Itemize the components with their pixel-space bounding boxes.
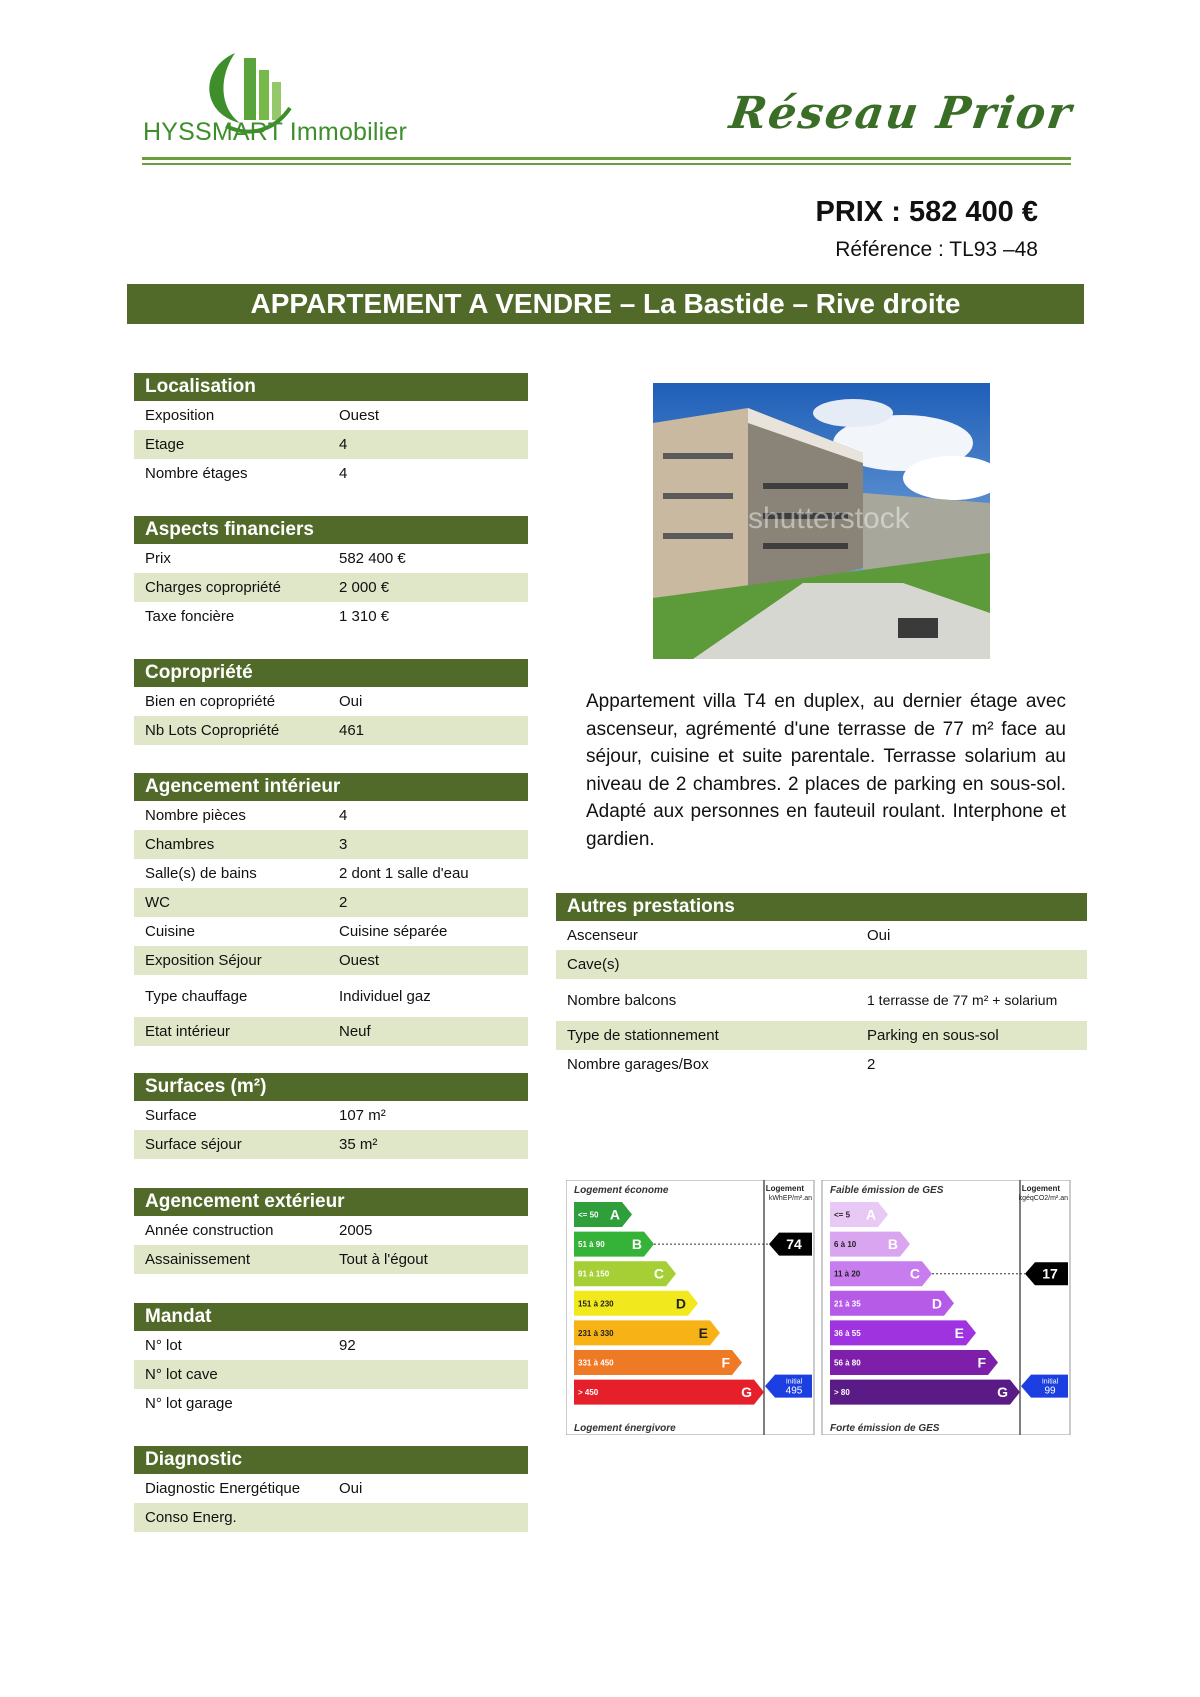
section-surfaces [134, 1073, 528, 1159]
section-agencement-exterieur [134, 1188, 528, 1274]
row-value: 3 [339, 836, 348, 853]
reference: Référence : TL93 –48 [835, 238, 1038, 261]
section-mandat [134, 1303, 528, 1418]
table-row [556, 1021, 1087, 1050]
row-value: 2005 [339, 1222, 373, 1239]
row-label: Cave(s) [567, 956, 620, 973]
class-letter: E [698, 1324, 708, 1341]
agency-name: HYSSMART Immobilier [143, 118, 408, 146]
table-row [134, 801, 528, 830]
energy-unit-title: Logement [765, 1184, 804, 1193]
energy-value: 74 [786, 1236, 802, 1253]
row-label: Taxe foncière [145, 608, 235, 625]
row-value: Oui [339, 693, 363, 710]
watermark: shutterstock [748, 502, 910, 535]
class-range: 21 à 35 [834, 1299, 861, 1309]
table-row [134, 1216, 528, 1245]
row-value: 1 310 € [339, 608, 390, 625]
section-title: Copropriété [134, 659, 528, 687]
row-label: Diagnostic Energétique [145, 1480, 301, 1497]
row-value: Neuf [339, 1023, 371, 1040]
row-value: 4 [339, 807, 348, 824]
row-label: Surface séjour [145, 1136, 242, 1153]
section-agencement-interieur [134, 773, 528, 1046]
row-label: Prix [145, 550, 171, 567]
row-label: Type chauffage [145, 987, 248, 1005]
table-row [134, 917, 528, 946]
class-range: 56 à 80 [834, 1358, 861, 1368]
class-letter: B [631, 1236, 642, 1253]
row-label: Nombre pièces [145, 807, 246, 824]
header-rule [142, 157, 1071, 160]
table-row [556, 950, 1087, 979]
table-row [134, 1101, 528, 1130]
row-label: Etage [145, 436, 185, 453]
table-row [134, 1331, 528, 1360]
table-row [134, 459, 528, 488]
table-row [134, 430, 528, 459]
table-row [134, 830, 528, 859]
row-value: Oui [339, 1480, 363, 1497]
property-photo [653, 383, 990, 659]
class-letter: F [977, 1354, 986, 1371]
class-letter: G [741, 1384, 752, 1401]
section-title: Aspects financiers [134, 516, 528, 544]
row-value: Cuisine séparée [339, 923, 448, 940]
row-value: 2 [867, 1056, 876, 1073]
row-label: Nombre garages/Box [567, 1056, 709, 1073]
row-label: Salle(s) de bains [145, 865, 257, 882]
header-rule [142, 163, 1071, 165]
table-row [134, 544, 528, 573]
table-row [134, 687, 528, 716]
row-value: Parking en sous-sol [867, 1027, 999, 1044]
energy-diagnostic-chart [566, 1180, 1074, 1435]
row-label: Assainissement [145, 1251, 251, 1268]
row-label: Ascenseur [567, 927, 638, 944]
row-label: Nombre étages [145, 465, 248, 482]
table-row [556, 921, 1087, 950]
row-value: 1 terrasse de 77 m² + solarium [867, 992, 1058, 1008]
row-label: N° lot [145, 1337, 182, 1354]
ges-value: 17 [1042, 1265, 1058, 1282]
energy-bottom-label: Logement énergivore [574, 1423, 676, 1434]
ges-unit: kgéqCO2/m².an [1018, 1195, 1068, 1202]
table-row [134, 1474, 528, 1503]
class-range: <= 5 [834, 1210, 851, 1220]
row-label: Chambres [145, 836, 215, 853]
class-letter: F [721, 1354, 730, 1371]
class-letter: C [653, 1265, 664, 1282]
class-letter: A [609, 1206, 620, 1223]
row-label: Exposition [145, 407, 215, 424]
class-range: 231 à 330 [578, 1328, 614, 1338]
ges-bottom-label: Forte émission de GES [830, 1423, 940, 1434]
row-label: Type de stationnement [567, 1027, 719, 1044]
class-bar-g [574, 1380, 764, 1405]
row-label: Année construction [145, 1222, 274, 1239]
table-row [134, 1360, 528, 1389]
section-diagnostic [134, 1446, 528, 1532]
row-label: Conso Energ. [145, 1509, 237, 1526]
table-row [134, 401, 528, 430]
price: PRIX : 582 400 € [815, 196, 1038, 228]
section-localisation [134, 373, 528, 488]
section-copropriete [134, 659, 528, 745]
class-letter: G [997, 1384, 1008, 1401]
class-range: 331 à 450 [578, 1358, 614, 1368]
row-label: Surface [145, 1107, 197, 1124]
row-label: WC [145, 894, 170, 911]
class-range: 91 à 150 [578, 1269, 610, 1279]
table-row [134, 573, 528, 602]
table-row [134, 859, 528, 888]
energy-initial-label: Initial [785, 1378, 803, 1386]
section-title: Diagnostic [134, 1446, 528, 1474]
table-row [134, 975, 528, 1017]
class-range: > 450 [578, 1388, 599, 1398]
network-logo-text: Réseau Prior [726, 88, 1077, 139]
section-title: Localisation [134, 373, 528, 401]
row-value: Ouest [339, 952, 380, 969]
class-letter: C [909, 1265, 920, 1282]
row-label: Exposition Séjour [145, 952, 262, 969]
ges-initial-value: 99 [1044, 1385, 1056, 1397]
row-value: Individuel gaz [339, 987, 431, 1005]
table-row [556, 1050, 1087, 1079]
section-title: Mandat [134, 1303, 528, 1331]
table-row [134, 602, 528, 631]
row-label: Charges copropriété [145, 579, 281, 596]
class-range: 36 à 55 [834, 1328, 861, 1338]
table-row [134, 1245, 528, 1274]
row-value: 35 m² [339, 1136, 378, 1153]
section-title: Surfaces (m²) [134, 1073, 528, 1101]
class-range: 151 à 230 [578, 1299, 614, 1309]
class-range: 6 à 10 [834, 1240, 857, 1250]
class-range: > 80 [834, 1388, 850, 1398]
section-title: Agencement intérieur [134, 773, 528, 801]
row-value: 107 m² [339, 1107, 386, 1124]
section-aspects-financiers [134, 516, 528, 631]
row-value: 2 [339, 894, 348, 911]
row-value: 92 [339, 1337, 356, 1354]
row-value: 4 [339, 465, 348, 482]
listing-title-banner: APPARTEMENT A VENDRE – La Bastide – Rive droite [127, 284, 1084, 324]
table-row [134, 1503, 528, 1532]
row-label: Cuisine [145, 923, 196, 940]
row-value: 582 400 € [339, 550, 406, 567]
class-bar-g [830, 1380, 1020, 1405]
table-row [134, 716, 528, 745]
class-letter: E [954, 1324, 964, 1341]
table-row [134, 888, 528, 917]
table-row [134, 1130, 528, 1159]
row-label: Nombre balcons [567, 991, 677, 1009]
ges-top-label: Faible émission de GES [830, 1185, 944, 1196]
energy-top-label: Logement économe [574, 1185, 669, 1196]
property-description: Appartement villa T4 en duplex, au dernier étage avec ascenseur, agrémenté d'une terrasse de 77 m² face au séjour, cuisine et suite parentale. Terrasse solarium au niveau de 2 chambres. 2 places de parking en sous-sol. Adapté aux personnes en fauteuil roulant. Interphone et gardien. [586, 691, 1066, 850]
section-title: Autres prestations [556, 893, 1087, 921]
ges-initial-label: Initial [1041, 1378, 1059, 1386]
class-letter: B [887, 1236, 898, 1253]
table-row [134, 1389, 528, 1418]
row-label: N° lot garage [145, 1395, 233, 1412]
class-range: 51 à 90 [578, 1240, 605, 1250]
row-value: 461 [339, 722, 365, 739]
table-row [134, 946, 528, 975]
row-value: 4 [339, 436, 348, 453]
table-row [134, 1017, 528, 1046]
row-label: Bien en copropriété [145, 693, 276, 710]
row-value: Ouest [339, 407, 380, 424]
row-value: Oui [867, 927, 891, 944]
class-range: 11 à 20 [834, 1269, 861, 1279]
energy-unit: kWhEP/m².an [768, 1195, 812, 1202]
row-label: Etat intérieur [145, 1023, 231, 1040]
energy-initial-value: 495 [785, 1385, 803, 1397]
ges-unit-title: Logement [1021, 1184, 1060, 1193]
row-value: 2 000 € [339, 579, 390, 596]
row-label: N° lot cave [145, 1366, 218, 1383]
class-letter: A [865, 1206, 876, 1223]
section-autres-prestations [556, 893, 1087, 1079]
table-row [556, 979, 1087, 1021]
row-value: 2 dont 1 salle d'eau [339, 865, 469, 882]
row-label: Nb Lots Copropriété [145, 722, 280, 739]
section-title: Agencement extérieur [134, 1188, 528, 1216]
class-letter: D [931, 1295, 942, 1312]
class-letter: D [675, 1295, 686, 1312]
class-range: <= 50 [578, 1210, 599, 1220]
row-value: Tout à l'égout [339, 1251, 428, 1268]
